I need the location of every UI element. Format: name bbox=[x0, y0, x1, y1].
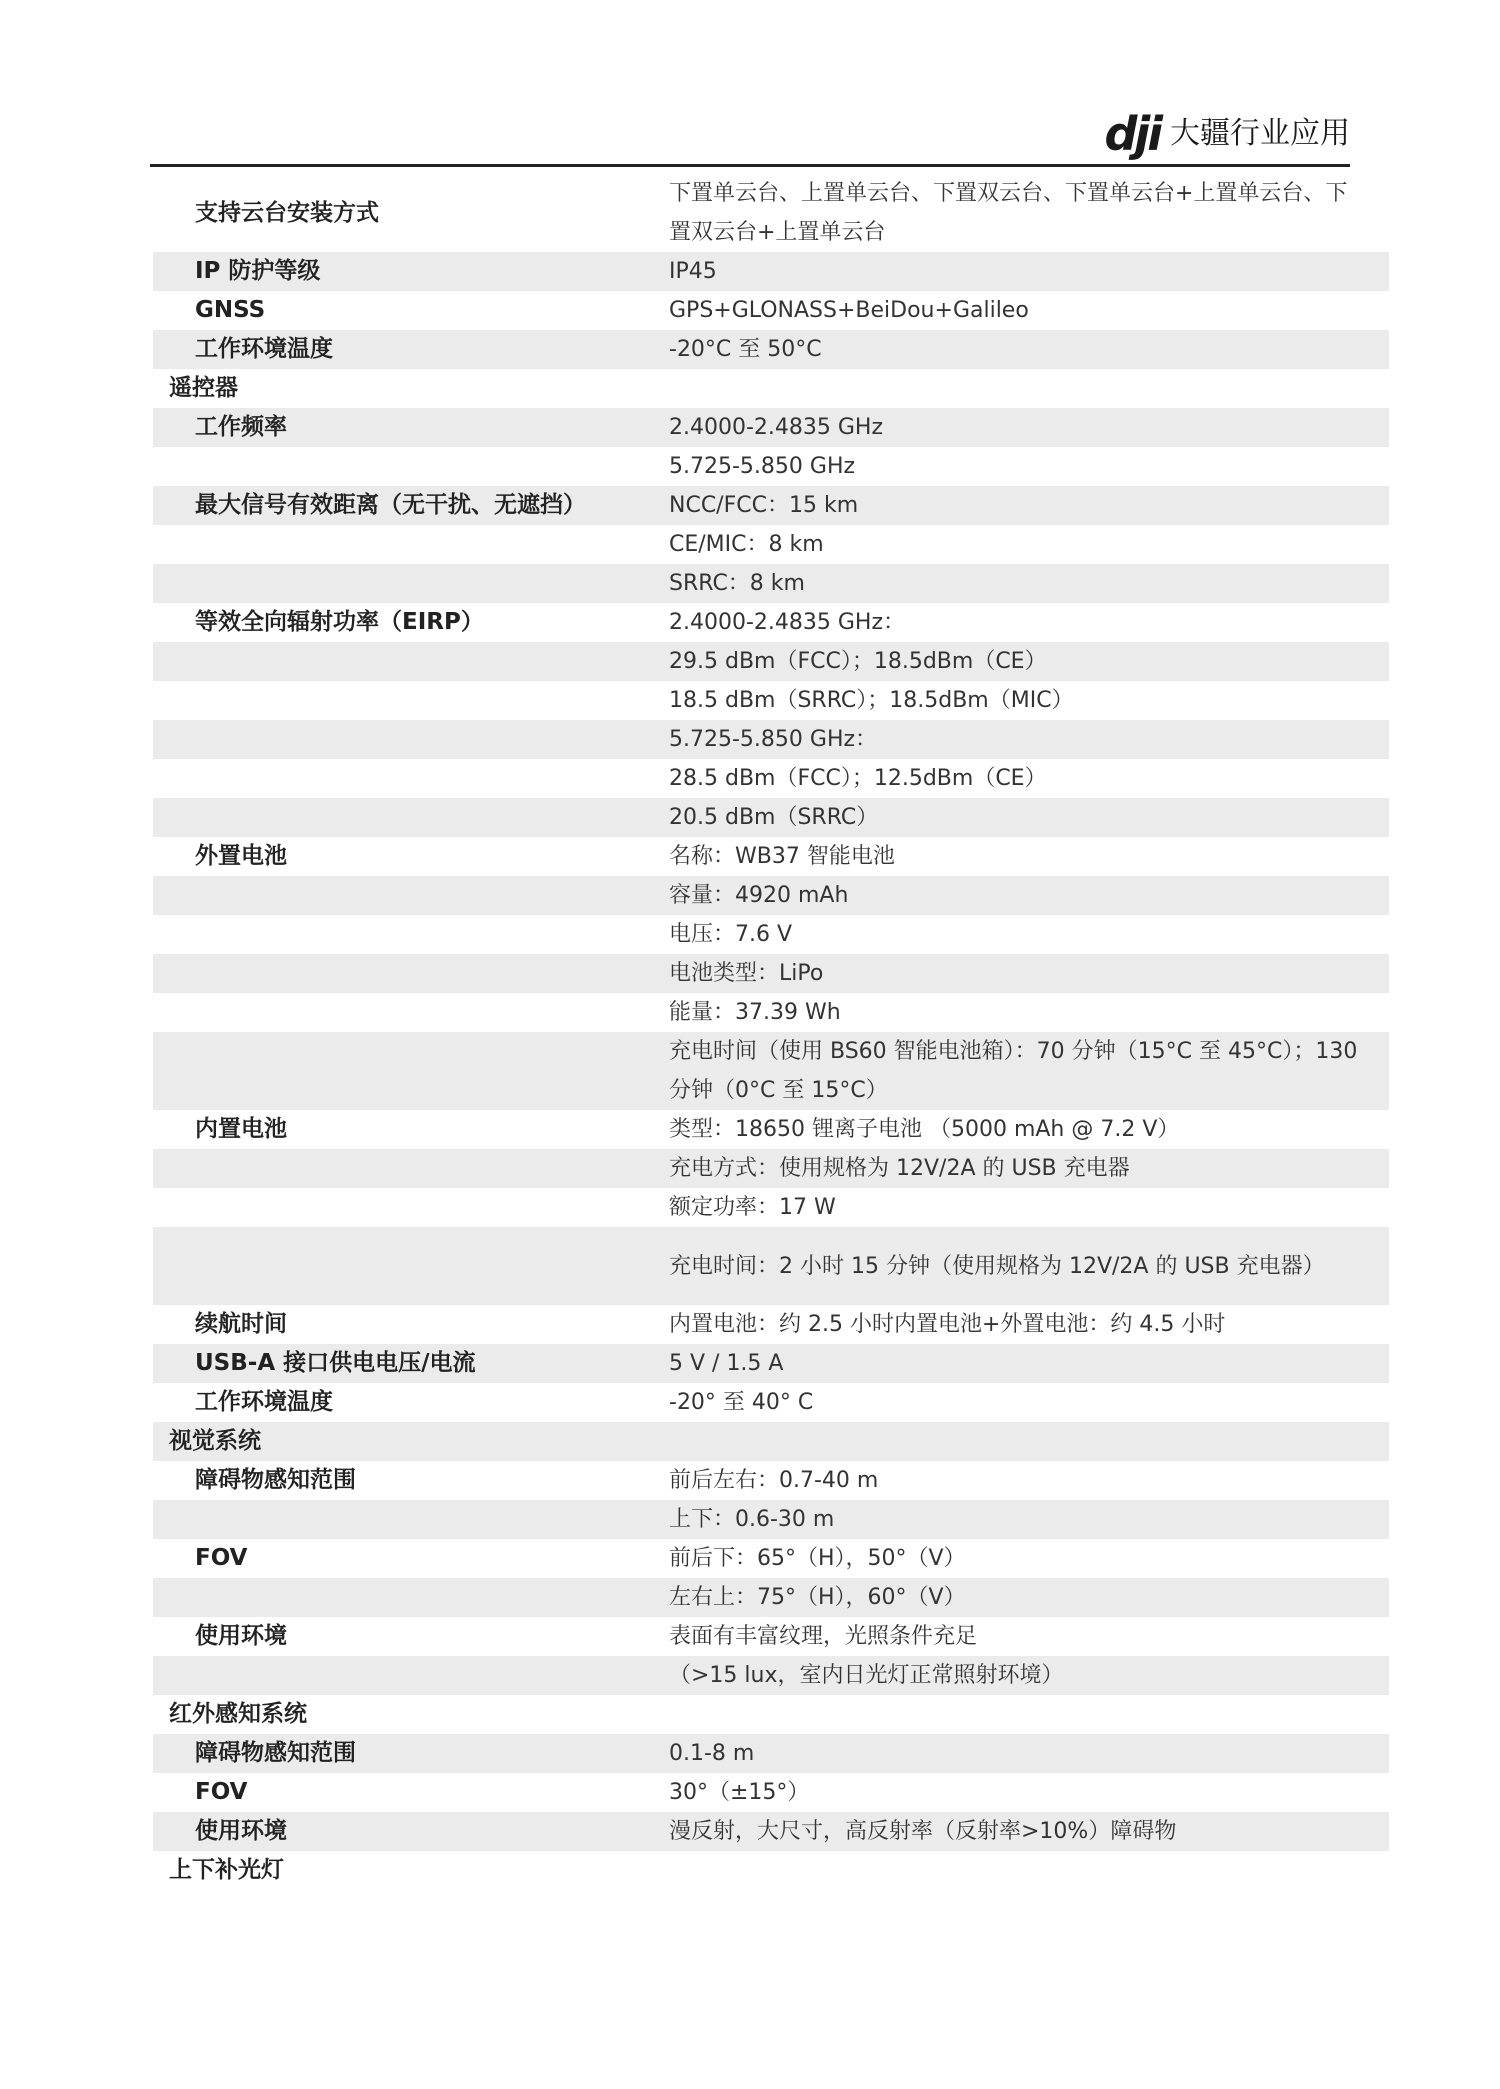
row-value: 下置单云台、上置单云台、下置双云台、下置单云台+上置单云台、下置双云台+上置单云台 bbox=[669, 181, 1348, 245]
table-row bbox=[153, 798, 1389, 837]
table-row bbox=[153, 993, 1389, 1032]
section-title: 遥控器 bbox=[169, 375, 238, 401]
table-row bbox=[153, 837, 1389, 876]
table-row bbox=[153, 1617, 1389, 1656]
page-header bbox=[150, 100, 1350, 166]
row-label: 支持云台安装方式 bbox=[195, 199, 379, 226]
row-label: 工作频率 bbox=[195, 414, 287, 440]
table-row bbox=[153, 1539, 1389, 1578]
row-value: 漫反射，大尺寸，高反射率（反射率>10%）障碍物 bbox=[669, 1819, 1177, 1844]
row-value: 名称：WB37 智能电池 bbox=[669, 844, 895, 869]
table-row bbox=[153, 681, 1389, 720]
table-row bbox=[153, 1383, 1389, 1422]
row-label: 使用环境 bbox=[195, 1818, 287, 1844]
row-label: 等效全向辐射功率（EIRP） bbox=[195, 609, 484, 635]
row-value: 前后下：65°（H），50°（V） bbox=[669, 1546, 966, 1571]
row-value: （>15 lux，室内日光灯正常照射环境） bbox=[669, 1663, 1064, 1688]
row-value: 29.5 dBm（FCC）；18.5dBm（CE） bbox=[669, 649, 1047, 674]
section-title: 上下补光灯 bbox=[169, 1857, 284, 1883]
table-row bbox=[153, 1578, 1389, 1617]
table-row bbox=[153, 876, 1389, 915]
table-row bbox=[153, 408, 1389, 447]
row-label: FOV bbox=[195, 1779, 248, 1805]
row-value: 充电时间（使用 BS60 智能电池箱）：70 分钟（15°C 至 45°C）；130 分钟（0°C 至 15°C） bbox=[669, 1039, 1358, 1103]
row-value: 充电方式：使用规格为 12V/2A 的 USB 充电器 bbox=[669, 1156, 1130, 1181]
row-value: 18.5 dBm（SRRC）；18.5dBm（MIC） bbox=[669, 688, 1074, 713]
row-value: 能量：37.39 Wh bbox=[669, 1000, 841, 1025]
row-label: 使用环境 bbox=[195, 1623, 287, 1649]
row-value: 20.5 dBm（SRRC） bbox=[669, 805, 879, 830]
table-row bbox=[153, 1500, 1389, 1539]
table-row bbox=[153, 1461, 1389, 1500]
section-header bbox=[153, 369, 1389, 408]
row-value: -20° 至 40° C bbox=[669, 1390, 814, 1415]
table-row bbox=[153, 915, 1389, 954]
row-value: 电压：7.6 V bbox=[669, 922, 793, 947]
table-row bbox=[153, 1812, 1389, 1851]
table-row bbox=[153, 330, 1389, 369]
row-value: CE/MIC：8 km bbox=[669, 532, 824, 557]
row-value: 类型：18650 锂离子电池 （5000 mAh @ 7.2 V） bbox=[669, 1117, 1180, 1142]
table-row bbox=[153, 1734, 1389, 1773]
table-row bbox=[153, 1032, 1389, 1110]
row-value: NCC/FCC：15 km bbox=[669, 493, 859, 518]
row-label: 障碍物感知范围 bbox=[195, 1740, 356, 1766]
row-value: -20°C 至 50°C bbox=[669, 337, 822, 362]
row-value: 5.725-5.850 GHz bbox=[669, 454, 856, 479]
row-label: 障碍物感知范围 bbox=[195, 1467, 356, 1493]
row-value: 内置电池：约 2.5 小时内置电池+外置电池：约 4.5 小时 bbox=[669, 1312, 1226, 1337]
row-value: 上下：0.6-30 m bbox=[669, 1507, 835, 1532]
logo-mark: dji bbox=[1104, 107, 1160, 161]
table-row bbox=[153, 720, 1389, 759]
spec-table bbox=[153, 174, 1389, 1890]
section-title: 视觉系统 bbox=[169, 1428, 261, 1454]
row-value: 左右上：75°（H），60°（V） bbox=[669, 1585, 966, 1610]
row-value: 充电时间：2 小时 15 分钟（使用规格为 12V/2A 的 USB 充电器） bbox=[669, 1253, 1325, 1279]
row-label: 工作环境温度 bbox=[195, 1389, 333, 1415]
table-row bbox=[153, 174, 1389, 252]
table-row bbox=[153, 1656, 1389, 1695]
section-header bbox=[153, 1851, 1389, 1890]
table-row bbox=[153, 447, 1389, 486]
table-row bbox=[153, 1188, 1389, 1227]
table-row bbox=[153, 603, 1389, 642]
row-value: 额定功率：17 W bbox=[669, 1195, 836, 1220]
row-label: IP 防护等级 bbox=[195, 258, 321, 284]
row-value: 容量：4920 mAh bbox=[669, 883, 849, 908]
logo-text: 大疆行业应用 bbox=[1170, 116, 1350, 151]
row-value: GPS+GLONASS+BeiDou+Galileo bbox=[669, 298, 1029, 323]
section-header bbox=[153, 1695, 1389, 1734]
row-label: 外置电池 bbox=[195, 843, 287, 869]
table-row bbox=[153, 1149, 1389, 1188]
row-label: 内置电池 bbox=[195, 1116, 287, 1142]
row-value: SRRC：8 km bbox=[669, 571, 805, 596]
table-row bbox=[153, 954, 1389, 993]
row-label: 最大信号有效距离（无干扰、无遮挡） bbox=[195, 492, 586, 518]
table-row bbox=[153, 1110, 1389, 1149]
row-value: 30°（±15°） bbox=[669, 1780, 810, 1805]
table-row bbox=[153, 1344, 1389, 1383]
row-label: 工作环境温度 bbox=[195, 336, 333, 362]
table-row bbox=[153, 564, 1389, 603]
table-row bbox=[153, 1305, 1389, 1344]
table-row bbox=[153, 525, 1389, 564]
row-value: IP45 bbox=[669, 259, 717, 284]
row-value: 28.5 dBm（FCC）；12.5dBm（CE） bbox=[669, 766, 1047, 791]
row-value: 2.4000-2.4835 GHz： bbox=[669, 610, 906, 635]
row-label: USB-A 接口供电电压/电流 bbox=[195, 1350, 476, 1376]
section-title: 红外感知系统 bbox=[169, 1701, 307, 1727]
row-value: 电池类型：LiPo bbox=[669, 961, 824, 986]
row-value: 5.725-5.850 GHz： bbox=[669, 727, 878, 752]
row-value: 前后左右：0.7-40 m bbox=[669, 1468, 879, 1493]
row-value: 表面有丰富纹理，光照条件充足 bbox=[669, 1624, 978, 1649]
table-row bbox=[153, 1227, 1389, 1305]
table-row bbox=[153, 759, 1389, 798]
table-row bbox=[153, 252, 1389, 291]
table-row bbox=[153, 1773, 1389, 1812]
row-label: FOV bbox=[195, 1545, 248, 1571]
row-label: GNSS bbox=[195, 297, 266, 323]
row-value: 2.4000-2.4835 GHz bbox=[669, 415, 884, 440]
row-value: 5 V / 1.5 A bbox=[669, 1351, 784, 1376]
row-value: 0.1-8 m bbox=[669, 1741, 755, 1766]
row-label: 续航时间 bbox=[195, 1311, 287, 1337]
header-divider bbox=[150, 164, 1350, 167]
table-row bbox=[153, 291, 1389, 330]
table-row bbox=[153, 486, 1389, 525]
dji-logo bbox=[1104, 107, 1350, 161]
section-header bbox=[153, 1422, 1389, 1461]
table-row bbox=[153, 642, 1389, 681]
